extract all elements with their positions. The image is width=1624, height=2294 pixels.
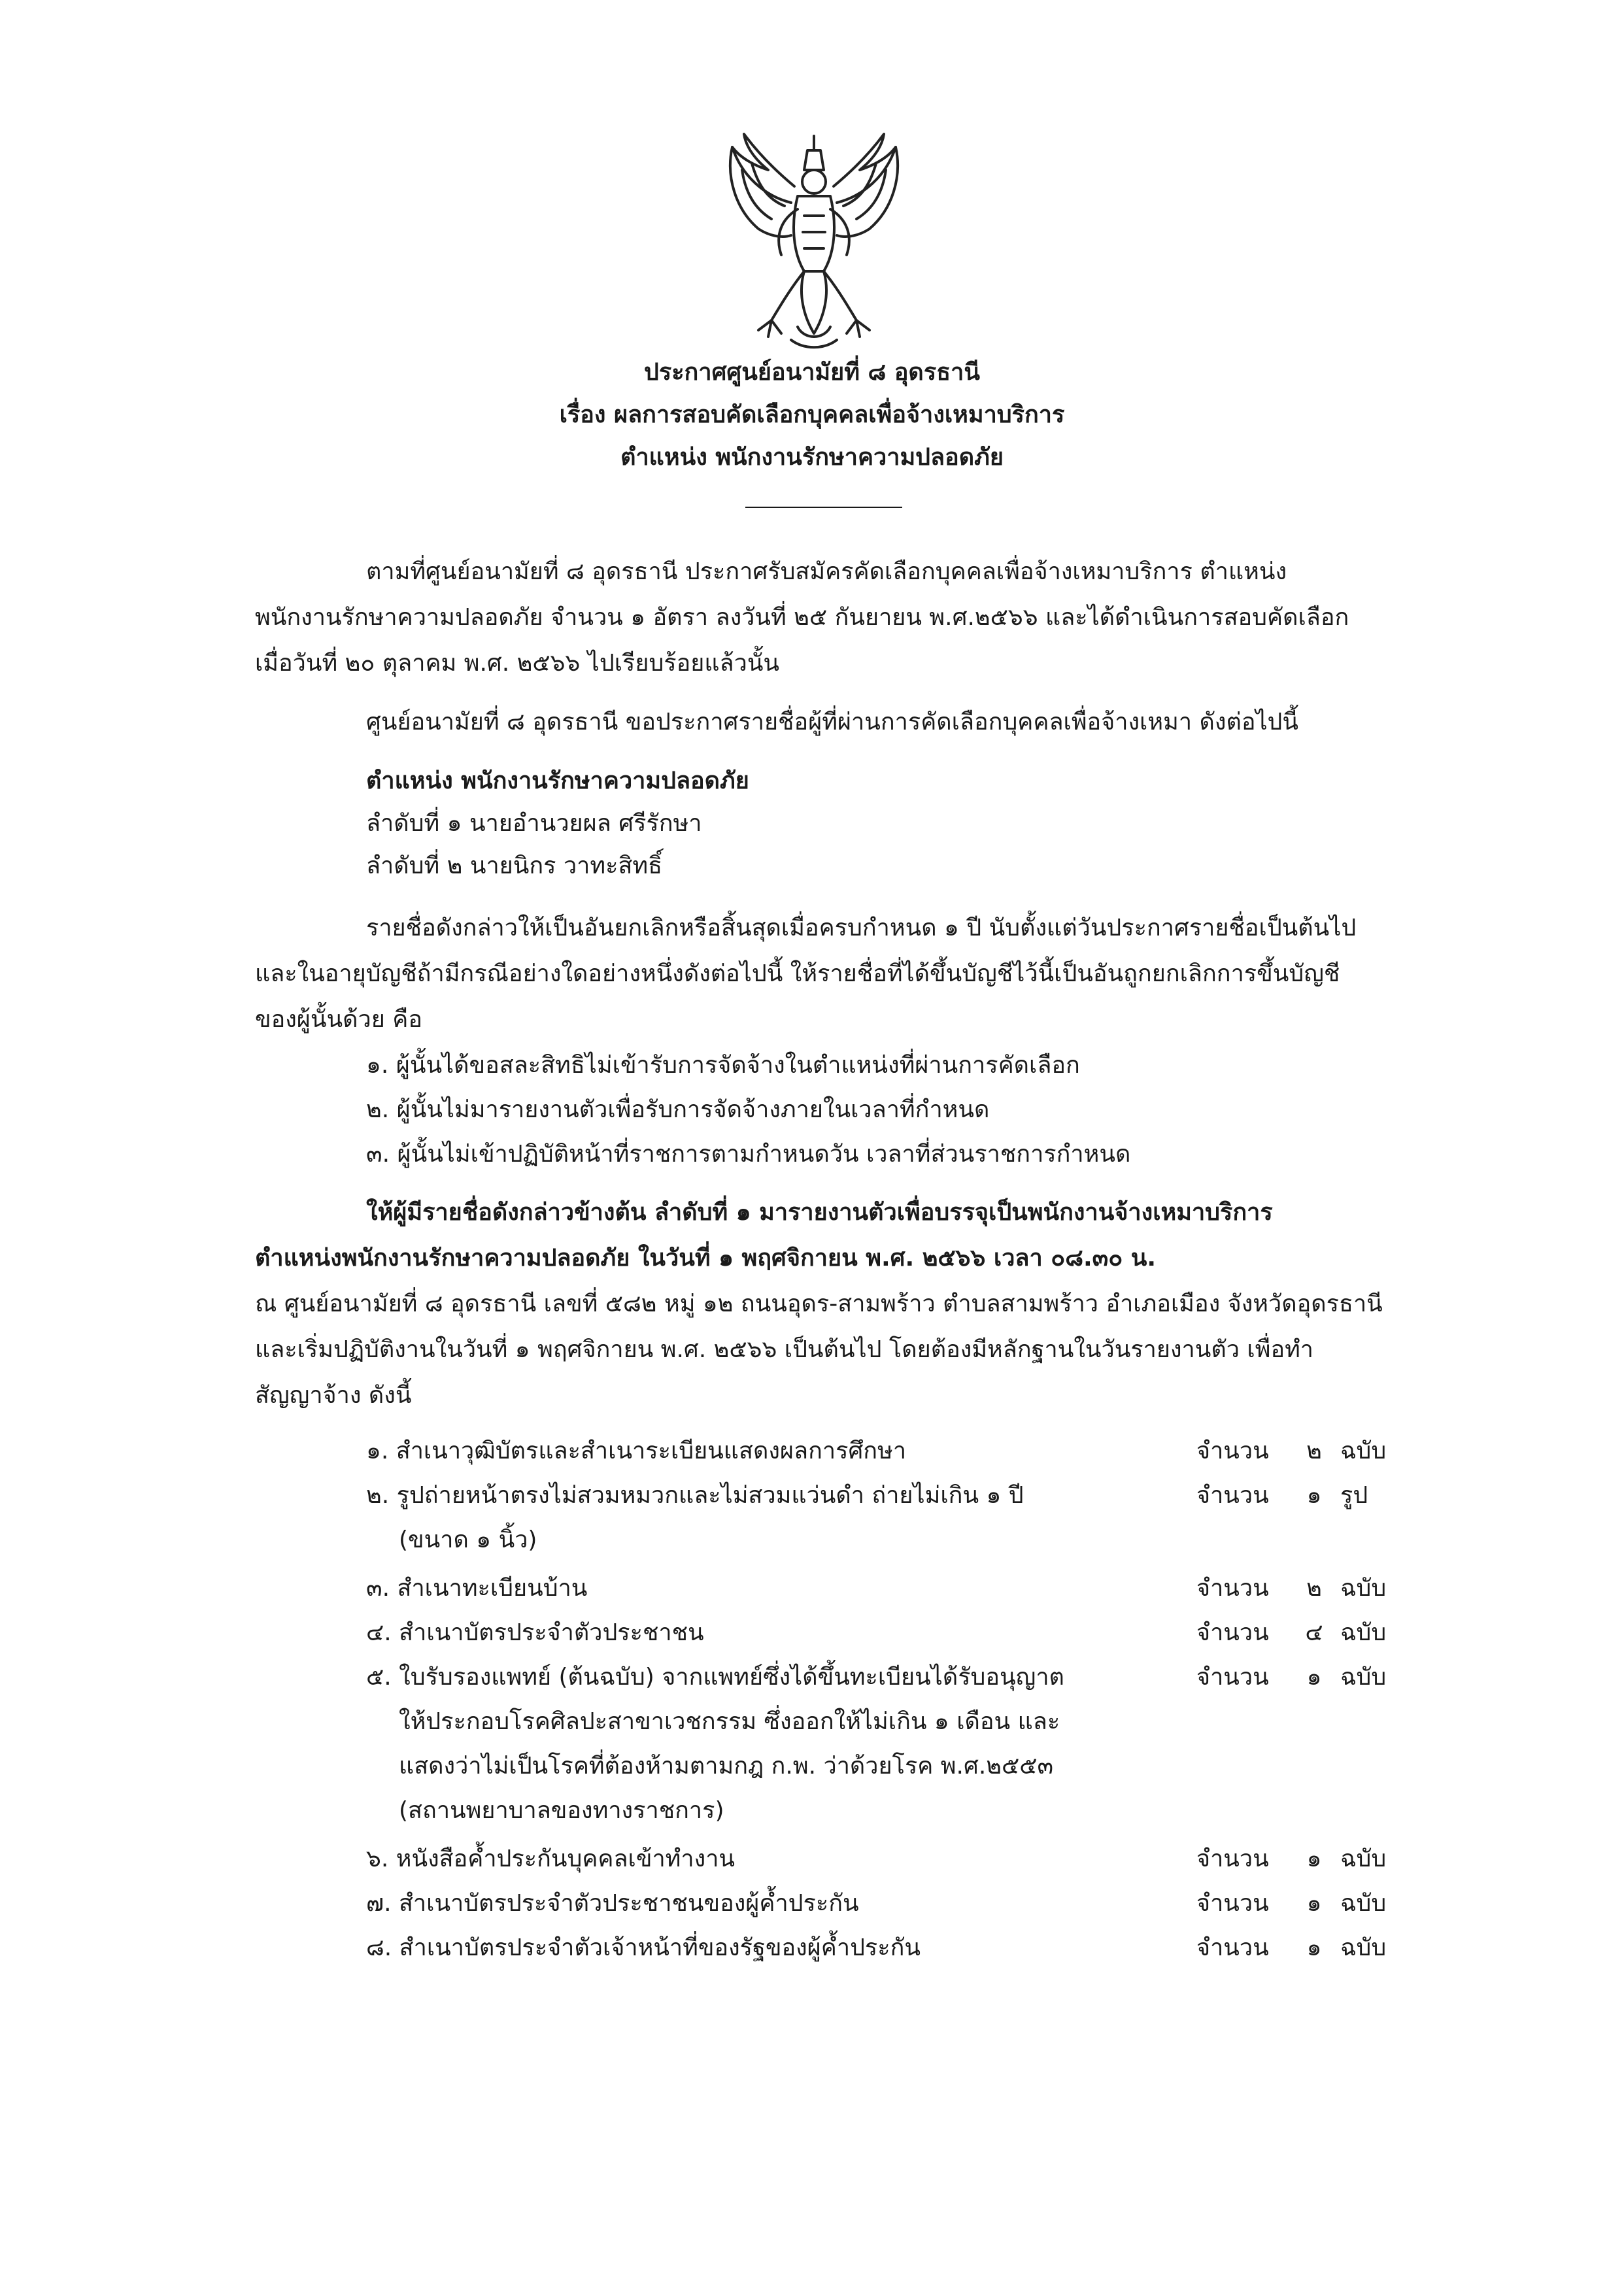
validity-line-1: รายชื่อดังกล่าวให้เป็นอันยกเลิกหรือสิ้นสุดเมื่อครบกำหนด ๑ ปี นับตั้งแต่วันประกาศรายชื่อเป็นต้นไป [366,915,1357,941]
announcement-title: ประกาศศูนย์อนามัยที่ ๘ อุดรธานี [644,359,980,386]
document-item-5-cont-2: แสดงว่าไม่เป็นโรคที่ต้องห้ามตามกฎ ก.พ. ว่าด้วยโรค พ.ศ.๒๕๕๓ [399,1753,1054,1780]
announcement-position: ตำแหน่ง พนักงานรักษาความปลอดภัย [620,444,1004,471]
document-item-5-cont-1: ให้ประกอบโรคศิลปะสาขาเวชกรรม ซึ่งออกให้ไม่เกิน ๑ เดือน และ [399,1708,1060,1735]
announce-paragraph: ศูนย์อนามัยที่ ๘ อุดรธานี ขอประกาศรายชื่อผู้ที่ผ่านการคัดเลือกบุคคลเพื่อจ้างเหมา ดังต่อไปนี้ [366,709,1299,735]
document-count-5: จำนวน ๑ ฉบับ [1196,1664,1387,1691]
document-count-1: จำนวน ๒ ฉบับ [1196,1438,1387,1464]
report-line-5: สัญญาจ้าง ดังนี้ [255,1382,412,1409]
document-count-7: จำนวน ๑ ฉบับ [1196,1890,1387,1917]
document-item-2: ๒. รูปถ่ายหน้าตรงไม่สวมหมวกและไม่สวมแว่นดำ ถ่ายไม่เกิน ๑ ปี [366,1482,1024,1509]
document-count-8: จำนวน ๑ ฉบับ [1196,1934,1387,1961]
title-divider [745,507,902,508]
document-item-4: ๔. สำเนาบัตรประจำตัวประชาชน [366,1619,704,1646]
validity-case-2: ๒. ผู้นั้นไม่มารายงานตัวเพื่อรับการจัดจ้างภายในเวลาที่กำหนด [366,1096,990,1123]
validity-case-3: ๓. ผู้นั้นไม่เข้าปฏิบัติหน้าที่ราชการตามกำหนดวัน เวลาที่ส่วนราชการกำหนด [366,1141,1131,1168]
validity-case-1: ๑. ผู้นั้นได้ขอสละสิทธิไม่เข้ารับการจัดจ้างในตำแหน่งที่ผ่านการคัดเลือก [366,1052,1080,1079]
document-item-5: ๕. ใบรับรองแพทย์ (ต้นฉบับ) จากแพทย์ซึ่งได้ขึ้นทะเบียนได้รับอนุญาต [366,1664,1064,1691]
report-line-3: ณ ศูนย์อนามัยที่ ๘ อุดรธานี เลขที่ ๕๘๒ หมู่ ๑๒ ถนนอุดร-สามพร้าว ตำบลสามพร้าว อำเภอเมือง จังหวัดอุดรธานี [255,1290,1383,1317]
result-rank-1: ลำดับที่ ๑ นายอำนวยผล ศรีรักษา [366,810,702,837]
document-item-5-cont-3: (สถานพยาบาลของทางราชการ) [399,1797,724,1824]
validity-line-3: ของผู้นั้นด้วย คือ [255,1006,422,1033]
validity-line-2: และในอายุบัญชีถ้ามีกรณีอย่างใดอย่างหนึ่งดังต่อไปนี้ ให้รายชื่อที่ได้ขึ้นบัญชีไว้นี้เป็นอันถูกยกเลิกการขึ้นบัญชี [255,960,1340,987]
document-item-2-cont: (ขนาด ๑ นิ้ว) [399,1527,537,1553]
document-count-6: จำนวน ๑ ฉบับ [1196,1846,1387,1872]
document-count-4: จำนวน ๔ ฉบับ [1196,1619,1387,1646]
intro-line-3: เมื่อวันที่ ๒๐ ตุลาคม พ.ศ. ๒๕๖๖ ไปเรียบร้อยแล้วนั้น [255,650,780,677]
document-count-2: จำนวน ๑ รูป [1196,1482,1368,1509]
report-line-2: ตำแหน่งพนักงานรักษาความปลอดภัย ในวันที่ ๑ พฤศจิกายน พ.ศ. ๒๕๖๖ เวลา ๐๘.๓๐ น. [255,1245,1157,1272]
garuda-emblem-icon [706,131,922,353]
document-item-3: ๓. สำเนาทะเบียนบ้าน [366,1575,588,1602]
document-item-1: ๑. สำเนาวุฒิบัตรและสำเนาระเบียนแสดงผลการศึกษา [366,1438,907,1464]
intro-line-1: ตามที่ศูนย์อนามัยที่ ๘ อุดรธานี ประกาศรับสมัครคัดเลือกบุคคลเพื่อจ้างเหมาบริการ ตำแหน่ง [366,558,1287,585]
result-rank-2: ลำดับที่ ๒ นายนิกร วาทะสิทธิ์ [366,852,663,879]
result-position-heading: ตำแหน่ง พนักงานรักษาความปลอดภัย [366,767,749,794]
intro-line-2: พนักงานรักษาความปลอดภัย จำนวน ๑ อัตรา ลงวันที่ ๒๕ กันยายน พ.ศ.๒๕๖๖ และได้ดำเนินการสอบคัดเลือก [255,604,1349,631]
report-line-1: ให้ผู้มีรายชื่อดังกล่าวข้างต้น ลำดับที่ ๑ มารายงานตัวเพื่อบรรจุเป็นพนักงานจ้างเหมาบริการ [366,1199,1273,1226]
report-line-4: และเริ่มปฏิบัติงานในวันที่ ๑ พฤศจิกายน พ.ศ. ๒๕๖๖ เป็นต้นไป โดยต้องมีหลักฐานในวันรายงานตัว เพื่อทำ [255,1336,1314,1363]
announcement-subject: เรื่อง ผลการสอบคัดเลือกบุคคลเพื่อจ้างเหมาบริการ [559,401,1065,428]
document-item-7: ๗. สำเนาบัตรประจำตัวประชาชนของผู้ค้ำประกัน [366,1890,859,1917]
document-item-6: ๖. หนังสือค้ำประกันบุคคลเข้าทำงาน [366,1846,736,1872]
document-count-3: จำนวน ๒ ฉบับ [1196,1575,1387,1602]
document-item-8: ๘. สำเนาบัตรประจำตัวเจ้าหน้าที่ของรัฐของผู้ค้ำประกัน [366,1934,921,1961]
